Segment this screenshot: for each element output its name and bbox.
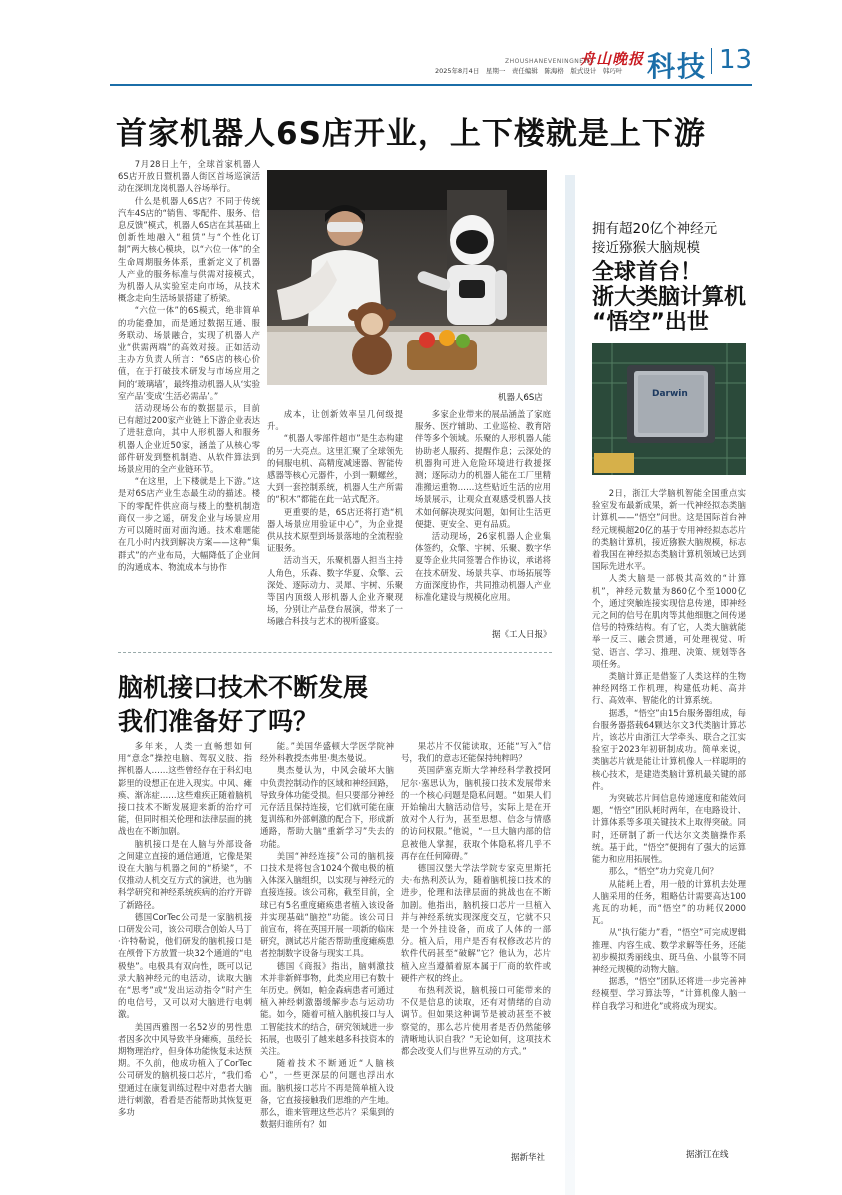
paragraph: 德国汉堡大学法学院专家克里斯托夫·布热利茨认为，随着脑机接口技术的进步，伦理和法律层面的挑战也在不断加剧。他指出，脑机接口芯片一旦植入并与神经系统实现深度交互，它就不只是一个外挂设备，而成了人体的一部分。植入后，用户是否有权修改芯片的软件代码甚至“破解”它？他认为，芯片植入应当遵循着原本属于厂商的软件或硬件产权的终止。: [401, 863, 551, 983]
robot-store-photo-drawing: [267, 170, 547, 385]
paragraph: 活动现场公布的数据显示，目前已有超过200家产业链上下游企业表达了进驻意向，其中人形机器人和服务机器人企业近50家，涵盖了从核心零部件研发到整机制造、从软件算法到场景应用的全产业链环节。: [118, 403, 260, 475]
article2-headline-line1: 脑机接口技术不断发展: [118, 673, 369, 702]
article2-source: 据新华社: [511, 1153, 546, 1163]
chip-label: Darwin: [652, 389, 688, 399]
paragraph: 7月28日上午，全球首家机器人6S店开放日暨机器人街区首场巡演活动在深圳龙岗机器人谷场举行。: [118, 159, 260, 194]
paragraph: “机器人零部件超市”是生态构建的另一大亮点。这里汇聚了全球领先的伺服电机、高精度减速器、智能传感器等核心元器件，小到一颗螺丝，大到一套控制系统，机器人生产所需的“积木”都能在此一站式配齐。: [267, 433, 403, 505]
paragraph: 更重要的是，6S店还将打造“机器人场景应用验证中心”，为企业提供从技术原型到场景落地的全流程验证服务。: [267, 506, 403, 554]
article2-column-1: [118, 740, 252, 1118]
paragraph: “六位一体”的6S模式，绝非简单的功能叠加，而是通过数据互通、服务联动、场景融合，实现了机器人产业“供需两端”的高效对接。正如活动主办方负责人所言：“6S店的核心价值，在于打破技术研发与市场应用之间的‘玻璃墙’，最终推动机器人从‘实验室产品’变成‘生活必需品’。”: [118, 305, 260, 401]
article1-column-1: [118, 158, 260, 573]
sidebar-body: [592, 487, 746, 1012]
paragraph: 类脑计算正是借鉴了人类这样的生物神经网络工作机理，构建低功耗、高并行、高效率、智能化的计算系统。: [592, 671, 746, 706]
paragraph: 多家企业带来的展品涵盖了家庭服务、医疗辅助、工业巡检、教育陪伴等多个领域。乐聚的人形机器人能协助老人服药、提醒作息；云深处的机器狗可进入危险环境进行救援探测；逐际动力的机器人能在工厂里精准搬运重物……这些贴近生活的应用场景展示，让观众直观感受机器人技术如何解决现实问题，如何让生活更便捷、更安全、更有品质。: [415, 409, 551, 529]
article1-headline: 首家机器人6S店开业，上下楼就是上下游: [116, 116, 706, 152]
sidebar-subtitle-2: 接近猕猴大脑规模: [592, 240, 700, 256]
paragraph: 2日，浙江大学脑机智能全国重点实验室发布最新成果，新一代神经拟态类脑计算机——“悟空”问世。这是国际首台神经元规模超20亿的基于专用神经拟态芯片的类脑计算机，接近猕猴大脑规模，标志着我国在神经拟态类脑计算机领域已达到国际先进水平。: [592, 488, 746, 572]
paragraph: 德国CorTec公司是一家脑机接口研发公司，该公司联合创始人马丁·许特勒说，他们研发的脑机接口是在颅骨下方放置一块32个通道的“电极垫”。电极具有双向性，既可以记录大脑神经元的电活动，读取大脑在“思考”或“发出运动指令”时产生的电信号，又可以对大脑进行电刺激。: [118, 911, 252, 1020]
paragraph: 奥杰曼认为，中风会破坏大脑中负责控制动作的区域和神经回路，导致身体功能受损。但只要部分神经元存活且保持连接，它们就可能在康复训练和外部刺激的配合下，形成新通路，帮助大脑“重新学习”失去的功能。: [260, 765, 394, 849]
paragraph: 英国萨塞克斯大学神经科学教授阿尼尔·塞思认为，脑机接口技术发展带来的一个核心问题是隐私问题。“如果人们开始输出大脑活动信号，实际上是在开放对个人行为，甚至思想、信念与情感的访问权限。”他说，“一旦大脑内部的信息被他人掌握，获取个体隐私将几乎不再存在任何障碍。”: [401, 765, 551, 861]
paragraph: 从“执行能力”看，“悟空”可完成逻辑推理、内容生成、数学求解等任务，还能初步模拟秀丽线虫、斑马鱼、小鼠等不同神经元规模的动物大脑。: [592, 927, 746, 974]
masthead-site-name: ZHOUSHANEVENINGNEWS: [505, 58, 595, 65]
paragraph: 活动现场，26家机器人企业集体签约，众擎、宇树、乐聚、数字华夏等企业共同签署合作协议，承诺将在技术研发、场景共享、市场拓展等方面深度协作，共同推动机器人产业标准化建设与规模化应用。: [415, 531, 551, 603]
sidebar-headline-3: “悟空”出世: [592, 310, 709, 335]
paragraph: 那么，“悟空”功力究竟几何？: [608, 866, 718, 877]
article1-source: 据《工人日报》: [492, 630, 552, 640]
newspaper-logo: 舟山晚报: [580, 50, 645, 68]
paragraph: 随着技术不断通近“人脑核心”，一些更深层的问题也浮出水面。脑机接口芯片不再是简单植入设备，它直接接触我们思维的产生地。那么，谁来管理这些芯片？采集到的数据归谁所有？如: [260, 1058, 394, 1130]
paragraph: 多年来，人类一直畅想如何用“意念”操控电脑、驾驭义肢、指挥机器人……这些曾经存在于科幻电影里的设想正在进入现实。中风、瘫痪、渐冻症……这些难疾正随着脑机接口技术不断发展迎来新的治疗可能，但同时相关伦理和法律层面的挑战也在不断加剧。: [118, 741, 252, 837]
sidebar-source: 据浙江在线: [686, 1150, 729, 1160]
darwin-chip-drawing: [592, 343, 746, 475]
page-number: 13: [719, 45, 753, 75]
article2-headline-line2: 我们准备好了吗？: [118, 707, 319, 736]
paragraph: 什么是机器人6S店？不同于传统汽车4S店的“销售、零配件、服务、信息反馈”模式，机器人6S店在其基础上创新性地融入“租赁”与“个性化订制”两大核心模块，以“六位一体”的全生命周期服务体系，重新定义了机器人产业的服务标准与供需对接模式，为机器人从实验室走向市场，从技术概念走向生活场景搭建了桥梁。: [118, 195, 260, 304]
paragraph: 德国《商报》指出，脑刺激技术并非新鲜事物，此类应用已有数十年历史。例如，帕金森病患者可通过植入神经刺激器缓解步态与运动功能。如今，随着可植入脑机接口与人工智能技术的结合，研究领域进一步拓展，也吸引了越来越多科技资本的关注。: [260, 960, 394, 1057]
paragraph: 能。”美国华盛顿大学医学院神经外科教授杰弗里·奥杰曼说。: [260, 741, 394, 764]
paragraph: 为突破芯片间信息传递速度和能效问题，“悟空”团队耗时两年，在电路设计、计算体系等多项关键技术上取得突破。同时，还研制了新一代达尔文类脑操作系统。基于此，“悟空”便拥有了强大的运算能力和应用拓展性。: [592, 793, 746, 865]
paragraph: 活动当天，乐聚机器人担当主持人角色，乐森、数字华夏、众擎、云深处、逐际动力、灵犀、宇树、乐聚等国内顶级人形机器人企业齐聚现场，分别让产品登台展演，带来了一场融合科技与艺术的视听盛宴。: [267, 555, 403, 627]
paragraph: 美国西雅图一名52岁的男性患者因多次中风导致半身瘫痪，虽经长期物理治疗，但身体功能恢复未达预期。不久前，他成功植入了CorTec公司研发的脑机接口芯片，“我们希望通过在康复训练过程中对患者大脑进行刺激，看看是否能帮助其恢复更多功: [118, 1021, 252, 1118]
darwin-chip-photo: [592, 343, 746, 475]
article2-column-3: [401, 740, 551, 1057]
section-title: 科技: [647, 50, 708, 83]
paragraph: 脑机接口是在人脑与外部设备之间建立直接的通信通道，它像是架设在大脑与机器之间的“桥梁”，不仅推动人机交互方式的演进，也为脑科学研究和神经系统疾病的治疗开辟了新路径。: [118, 838, 252, 910]
article-divider: [118, 652, 552, 653]
article1-column-2: [267, 408, 403, 628]
paragraph: 从能耗上看，用一般的计算机去处理人脑采用的任务，粗略估计需要高达100兆瓦的功耗，而“悟空”的功耗仅2000瓦。: [592, 878, 746, 926]
paragraph: “在这里，上下楼就是上下游。”这是对6S店产业生态最生动的描述。楼下的零配件供应商与楼上的整机制造商仅一步之遥，研发企业与场景应用方可以随时面对面沟通。技术难题能在几小时内找到解决方案——这种“集群式”的产业布局，大幅降低了企业间的沟通成本、物流成本与协作: [118, 476, 260, 572]
paragraph: 果芯片不仅能读取，还能“写入”信号，我们的意志还能保持纯粹吗？: [401, 741, 551, 764]
photo-caption: 机器人6S店: [498, 393, 543, 403]
paragraph: 美国“神经连接”公司的脑机接口技术是将包含1024个微电极的植入体深入脑组织，以实现与神经元的直接连接。该公司称，截至目前，全球已有5名重度瘫痪患者植入该设备并实现基础“脑控”功能。该公司日前宣布，将在英国开展一项新的临床研究，测试芯片能否帮助重度瘫痪患者控制数字设备与现实工具。: [260, 850, 394, 959]
paragraph: 布热利茨说，脑机接口可能带来的不仅是信息的读取，还有对情绪的自动调节。但如果这种调节是被动甚至不被察觉的，那么芯片使用者是否仍然能够清晰地认识自我？“无论如何，这项技术都会改变人们与世界互动的方式。”: [401, 985, 551, 1057]
sidebar-headline-2: 浙大类脑计算机: [592, 285, 747, 310]
header-rule: [110, 84, 752, 86]
issue-meta: 2025年8月4日 星期一 责任编辑 陈海格 版式设计 韩巧叶: [435, 67, 623, 75]
sidebar-accent: [565, 175, 575, 1195]
paragraph: 成本，让创新效率呈几何级提升。: [267, 409, 403, 432]
paragraph: 人类大脑是一部极其高效的“计算机”，神经元数量为860亿个至1000亿个，通过突触连接实现信息传递，即神经元之间的信号在肌肉等其他细胞之间传递信号的特殊结构。有了它，人类大脑就能举一反三、融会贯通，可处理视觉、听觉、语言、学习、推理、决策、规划等各项任务。: [592, 573, 746, 669]
paragraph: 据悉，“悟空”团队还将进一步完善神经模型、学习算法等，“计算机像人脑一样自我学习和进化”或将成为现实。: [592, 976, 746, 1011]
robot-store-photo: [267, 170, 547, 385]
article1-column-3: [415, 408, 551, 603]
sidebar-subtitle-1: 拥有超20亿个神经元: [592, 221, 718, 237]
header-separator: [711, 48, 712, 74]
paragraph: 据悉，“悟空”由15台服务器组成，每台服务器搭载64颗达尔文3代类脑计算芯片，该芯片由浙江大学牵头、联合之江实验室于2023年初研制成功。简单来说，类脑芯片就是能让计算机像人一样聪明的核心技术，是建造类脑计算机最关键的部件。: [592, 707, 746, 791]
article2-column-2: [260, 740, 394, 1131]
sidebar-headline-1: 全球首台！: [592, 260, 703, 285]
